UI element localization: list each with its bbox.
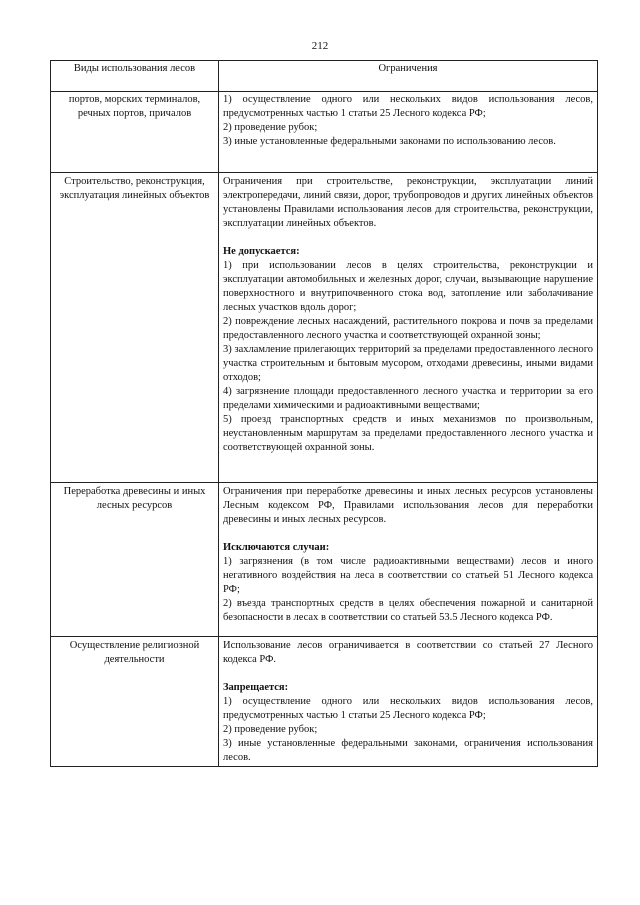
restriction-item: 1) при использовании лесов в целях строительства, реконструкции и эксплуатации автомобильных и железных дорог, случаи, вызывающие нарушение поверхностного и внутрипочвенного стока вод, затопление или заболачивание лесных участков вдоль дорог; [223, 260, 593, 313]
table-row [51, 637, 598, 767]
restriction-item: 2) въезда транспортных средств в целях обеспечения пожарной и санитарной безопасности в лесах в соответствии со статьей 53.5 Лесного кодекса РФ. [223, 598, 593, 623]
restrictions-cell [219, 92, 598, 173]
table-row [51, 483, 598, 637]
restriction-item: 1) осуществление одного или нескольких видов использования лесов, предусмотренных частью 1 статьи 25 Лесного кодекса РФ; [223, 94, 593, 119]
restriction-item: 5) проезд транспортных средств и иных механизмов по произвольным, неустановленным маршрутам за пределами предоставленного лесного участка и соответствующей охранной зоны. [223, 414, 593, 453]
paragraph-gap [223, 527, 593, 541]
table-header-row [51, 61, 598, 92]
restriction-subheading: Запрещается: [223, 682, 289, 693]
paragraph-gap [223, 231, 593, 245]
restriction-intro: Ограничения при переработке древесины и иных лесных ресурсов установлены Лесным кодексом РФ, Правилами использования лесов для переработки древесины и иных лесных ресурсов. [223, 486, 593, 525]
restriction-item: 1) загрязнения (в том числе радиоактивными веществами) лесов и иного негативного воздействия на леса в соответствии со статьей 51 Лесного кодекса РФ; [223, 556, 593, 595]
restriction-intro: Ограничения при строительстве, реконструкции, эксплуатации линий электропередачи, линий связи, дорог, трубопроводов и других линейных объектов установлены Правилами использования лесов для строительства, реконструкции, эксплуатации линейных объектов. [223, 176, 593, 229]
table-row [51, 173, 598, 483]
restrictions-cell [219, 173, 598, 483]
forest-use-type-cell: портов, морских терминалов, речных портов, причалов [51, 92, 219, 173]
restrictions-cell [219, 483, 598, 637]
forest-use-type-cell: Переработка древесины и иных лесных ресурсов [51, 483, 219, 637]
restriction-item: 3) иные установленные федеральными законами, ограничения использования лесов. [223, 738, 593, 763]
header-restrictions: Ограничения [219, 61, 598, 92]
forest-use-type-cell: Строительство, реконструкция, эксплуатация линейных объектов [51, 173, 219, 483]
restriction-subheading: Исключаются случаи: [223, 542, 330, 553]
restrictions-table [50, 60, 598, 767]
forest-use-type-cell: Осуществление религиозной деятельности [51, 637, 219, 767]
restriction-item: 2) проведение рубок; [223, 122, 318, 133]
restriction-intro: Использование лесов ограничивается в соответствии со статьей 27 Лесного кодекса РФ. [223, 640, 593, 665]
restriction-item: 3) захламление прилегающих территорий за пределами предоставленного лесного участка строительным и бытовым мусором, отходами древесины, иными видами отходов; [223, 344, 593, 383]
table-row [51, 92, 598, 173]
paragraph-gap [223, 667, 593, 681]
restriction-item: 2) проведение рубок; [223, 724, 318, 735]
restriction-item: 4) загрязнение площади предоставленного лесного участка и территории за его пределами химическими и радиоактивными веществами; [223, 386, 593, 411]
page-number: 212 [311, 40, 329, 52]
restriction-item: 2) повреждение лесных насаждений, растительного покрова и почв за пределами предоставленного лесного участка и соответствующей охранной зоны; [223, 316, 593, 341]
header-forest-use-types: Виды использования лесов [51, 61, 219, 92]
restriction-item: 1) осуществление одного или нескольких видов использования лесов, предусмотренных частью 1 статьи 25 Лесного кодекса РФ; [223, 696, 593, 721]
restriction-item: 3) иные установленные федеральными законами по использованию лесов. [223, 136, 556, 147]
restrictions-cell [219, 637, 598, 767]
restriction-subheading: Не допускается: [223, 246, 300, 257]
